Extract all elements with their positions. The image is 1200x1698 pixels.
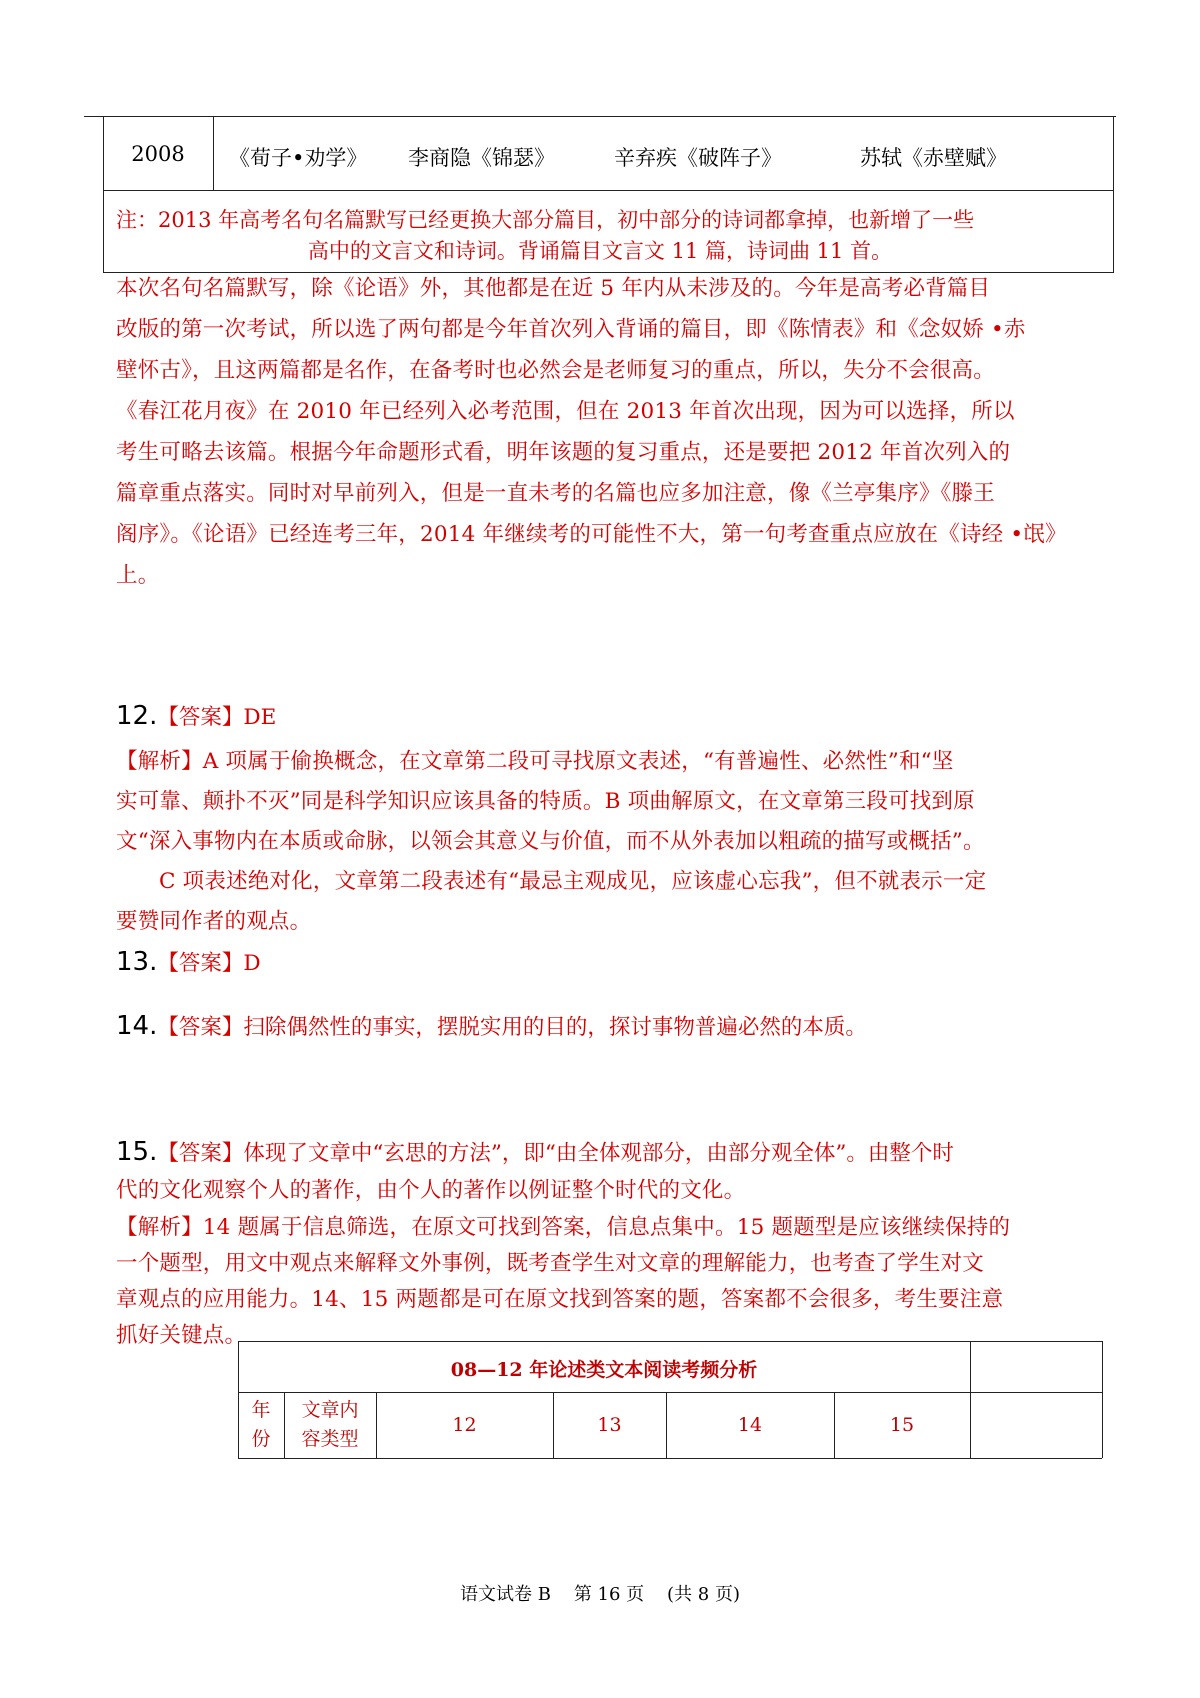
- header-col: 13: [597, 1414, 622, 1436]
- work-cell: 李商隐《锦瑟》: [408, 146, 555, 170]
- note-line: 注：2013 年高考名句名篇默写已经更换大部分篇目，初中部分的诗词都拿掉，也新增了一些: [116, 208, 975, 232]
- question-number: 15.: [116, 1137, 158, 1167]
- work-cell: 辛弃疾《破阵子》: [614, 146, 782, 170]
- paragraph-line: 壁怀古》，且这两篇都是名作，在备考时也必然会是老师复习的重点，所以，失分不会很高。: [116, 358, 995, 383]
- analysis-line: 实可靠、颠扑不灭”同是科学知识应该具备的特质。B 项曲解原文，在文章第三段可找到原: [116, 789, 975, 814]
- table-top-border: [84, 116, 1116, 117]
- table-title: 08—12 年论述类文本阅读考频分析: [450, 1359, 758, 1381]
- header-text: 份: [251, 1428, 271, 1450]
- answer-tag: 【答案】: [157, 705, 244, 730]
- note-line: 高中的文言文和诗词。背诵篇目文言文 11 篇，诗词曲 11 首。: [307, 239, 893, 263]
- analysis-line: 一个题型，用文中观点来解释文外事例，既考查学生对文章的理解能力，也考查了学生对文: [116, 1251, 985, 1276]
- paragraph-line: 本次名句名篇默写，除《论语》外，其他都是在近 5 年内从未涉及的。今年是高考必背篇目: [116, 276, 991, 301]
- question-number: 14.: [116, 1011, 158, 1041]
- table-row-divider: [103, 190, 1114, 191]
- answer-line: 代的文化观察个人的著作，由个人的著作以例证整个时代的文化。: [116, 1178, 746, 1203]
- table-col-divider: [970, 1341, 971, 1458]
- question-12: [116, 700, 276, 731]
- paragraph-line: 考生可略去该篇。根据今年命题形式看，明年该题的复习重点，还是要把 2012 年首次列入的: [116, 440, 1011, 465]
- table-top-border: [238, 1341, 1102, 1342]
- paragraph-line: 上。: [116, 563, 160, 588]
- header-text: 年: [251, 1399, 271, 1421]
- answer-text: D: [243, 951, 261, 976]
- table-col-divider: [213, 116, 214, 190]
- header-text: 文章内: [301, 1399, 359, 1421]
- question-13: [116, 946, 261, 977]
- question-number: 12.: [116, 701, 158, 731]
- question-15-answer-cont: [116, 1172, 1096, 1210]
- answer-tag: 【答案】: [157, 951, 244, 976]
- question-15: [116, 1136, 954, 1167]
- table-bottom-border: [238, 1458, 1102, 1459]
- work-cell: 苏轼《赤壁赋》: [860, 146, 1007, 170]
- question-15-analysis: [116, 1210, 1096, 1354]
- question-14: [116, 1010, 867, 1041]
- paragraph-line: 篇章重点落实。同时对早前列入，但是一直未考的名篇也应多加注意，像《兰亭集序》《滕王: [116, 481, 995, 506]
- question-12-analysis: [116, 742, 1096, 942]
- answer-tag: 【答案】: [157, 1141, 244, 1166]
- header-year: [238, 1396, 284, 1454]
- analysis-line: 要赞同作者的观点。: [116, 909, 312, 934]
- question-number: 13.: [116, 947, 158, 977]
- analysis-line: C 项表述绝对化，文章第二段表述有“最忌主观成见，应该虚心忘我”，但不就表示一定: [159, 869, 987, 894]
- page-footer: 语文试卷 B 第 16 页 (共 8 页): [459, 1584, 740, 1605]
- analysis-paragraph: [116, 268, 1096, 596]
- header-content-type: [284, 1396, 376, 1454]
- analysis-line: 【解析】A 项属于偷换概念，在文章第二段可寻找原文表述，“有普遍性、必然性”和“坚: [116, 749, 954, 774]
- paragraph-line: 《春江花月夜》在 2010 年已经列入必考范围，但在 2013 年首次出现，因为可以选择，所以: [116, 399, 1015, 424]
- analysis-line: 【解析】14 题属于信息筛选，在原文可找到答案，信息点集中。15 题题型是应该继续保持的: [116, 1215, 1011, 1240]
- analysis-line: 章观点的应用能力。14、15 两题都是可在原文找到答案的题，答案都不会很多，考生要注意: [116, 1287, 1004, 1312]
- answer-tag: 【答案】: [157, 1015, 244, 1040]
- year-cell: 2008: [131, 142, 185, 166]
- answer-text: 体现了文章中“玄思的方法”，即“由全体观部分，由部分观全体”。由整个时: [243, 1141, 954, 1166]
- table-row-divider: [238, 1392, 1102, 1393]
- header-col: 12: [452, 1414, 477, 1436]
- analysis-line: 文“深入事物内在本质或命脉，以领会其意义与价值，而不从外表加以粗疏的描写或概括”。: [116, 829, 985, 854]
- table-right-border: [1102, 1341, 1103, 1458]
- answer-text: DE: [243, 705, 277, 730]
- header-col: 14: [737, 1414, 763, 1436]
- answer-text: 扫除偶然性的事实，摆脱实用的目的，探讨事物普遍必然的本质。: [243, 1015, 867, 1040]
- header-col: 15: [889, 1414, 915, 1436]
- paragraph-line: 改版的第一次考试，所以选了两句都是今年首次列入背诵的篇目，即《陈情表》和《念奴娇 •赤: [116, 317, 1026, 342]
- work-cell: 《荀子•劝学》: [229, 146, 368, 170]
- header-text: 容类型: [301, 1428, 359, 1450]
- paragraph-line: 阁序》。《论语》已经连考三年，2014 年继续考的可能性不大，第一句考查重点应放在《诗经 •氓》: [116, 522, 1067, 547]
- analysis-line: 抓好关键点。: [116, 1323, 247, 1348]
